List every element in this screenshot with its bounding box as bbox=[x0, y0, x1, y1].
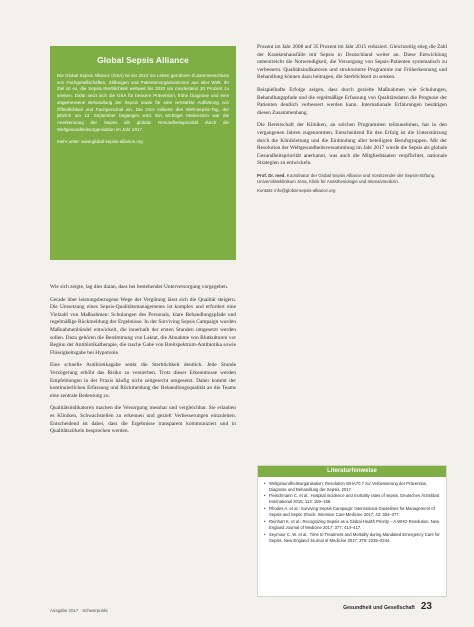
body-paragraph: Prozent im Jahr 2008 auf 35 Prozent im Jahr 2015 reduziert. Gleichzeitig stieg die Zahl der Krankenhausfälle mit Sepsis in Deutschland weiter an. Diese Entwicklung unterstreicht die Notwendigkeit, die Versorgung von Sepsis-Patienten systematisch zu verbessern. Qualitätsindikatoren und strukturierte Programme zur Früherkennung und Behandlung können dazu beitragen, die Sterblichkeit zu senken. bbox=[257, 44, 447, 81]
body-paragraph: Beispielhafte Erfolge zeigen, dass durch gezielte Maßnahmen wie Schulungen, Behandlungspfade und die regelmäßige Erfassung von Qualitätsdaten die Prognose der Patienten deutlich verbessert werden kann. Internationale Erfahrungen bestätigen diesen Zusammenhang. bbox=[257, 86, 447, 116]
body-paragraph: Die Bereitschaft der Kliniken, an solchen Programmen teilzunehmen, hat in den vergangenen Jahren zugenommen. Entscheidend für den Erfolg ist die Unterstützung durch die Klinikleitung und die Einbindung aller beteiligten Berufsgruppen. Mit der Resolution der Weltgesundheitsversammlung im Jahr 2017 wurde die Sepsis als globale Gesundheitspriorität anerkannt, was auch die Mitgliedstaaten verpflichtet, nationale Strategien zu entwickeln. bbox=[257, 122, 447, 167]
literature-item: • Rhodes A. et al.: Surviving Sepsis Campaign: International Guidelines for Management of Sepsis and Septic Shock. Intensive Care Medicine 2017; 43: 304–377. bbox=[269, 506, 440, 518]
sidebar-box-link[interactable]: Mehr unter: www.global-sepsis-alliance.org bbox=[57, 139, 143, 145]
literature-item: • Weltgesundheitsorganisation: Resolution WHA70.7 zur Verbesserung der Prävention, Diagnose und Behandlung der Sepsis, 2017. bbox=[269, 481, 440, 493]
literature-box bbox=[257, 465, 447, 597]
literature-title: Literaturhinweise bbox=[258, 466, 446, 477]
literature-item: • Reinhart K. et al.: Recognizing Sepsis as a Global Health Priority – A WHO Resolution. New England Journal of Medicine 2017; 377: 414–417. bbox=[269, 519, 440, 531]
author-note-label: Prof. Dr. med. bbox=[257, 172, 286, 178]
footer-right bbox=[343, 601, 432, 612]
body-paragraph: Eine schnelle Antibiotikagabe senkt die Sterblichkeit deutlich. Jede Stunde Verzögerung erhöht das Risiko zu versterben. Trotz dieser Erkenntnisse werden Empfehlungen in der Praxis häufig nicht zeitgerecht umgesetzt. Daher kommt der kontinuierlichen Erfassung und Rückmeldung der Behandlungsqualität an die Teams eine zentrale Bedeutung zu. bbox=[50, 362, 236, 399]
sidebar-box-global-sepsis-alliance bbox=[50, 46, 236, 260]
body-paragraph: Gerade über leistungsbezogene Wege der Vergütung lässt sich die Qualität steigern. Die Umsetzung eines Sepsis-Qualitätsmanagements ist komplex und erfordert eine Vielzahl von Maßnahmen: Schulungen des Personals, klare Behandlungspfade und regelmäßige Rückmeldung der Ergebnisse. In der Surviving Sepsis Campaign wurden Maßnahmenbündel entwickelt, die innerhalb der ersten Stunden umgesetzt werden sollen. Dazu gehören die Bestimmung von Laktat, die Abnahme von Blutkulturen vor Beginn der Antibiotikatherapie, die rasche Gabe von Breitspektrum-Antibiotika sowie Flüssigkeitsgabe bei Hypotonie. bbox=[50, 296, 236, 356]
author-note bbox=[257, 173, 447, 185]
literature-item: • Seymour C. W. et al.: Time to Treatment and Mortality during Mandated Emergency Care for Sepsis. New England Journal of Medicine 2017; 376: 2235–2244. bbox=[269, 532, 440, 544]
author-contact[interactable]: Kontakt: info@global-sepsis-alliance.org bbox=[257, 188, 336, 194]
left-column-text bbox=[50, 284, 236, 441]
right-column-text bbox=[257, 44, 447, 198]
literature-list bbox=[264, 481, 440, 544]
footer-issue-label: Ausgabe 2017 · Schwerpunkt bbox=[50, 608, 108, 613]
sidebar-box-body: Die Global Sepsis Alliance (GSA) ist ein 2010 ins Leben gerufener Zusammenschluss von Fachgesellschaften, Stiftungen und Patientenorganisationen aus aller Welt. Ihr Ziel ist es, die Sepsis-Sterblichkeit weltweit bis 2020 um mindestens 20 Prozent zu senken. Dafür setzt sich die GSA für bessere Prävention, frühe Diagnose und eine angemessene Behandlung der Sepsis sowie für eine verstärkte Aufklärung von Öffentlichkeit und Fachpersonal ein. Die GSA initiierte den Welt-Sepsis-Tag, der jährlich am 13. September begangen wird. Ein wichtiger Meilenstein war die Anerkennung der Sepsis als globale Gesundheitspriorität durch die Weltgesundheitsorganisation im Jahr 2017. bbox=[57, 73, 229, 132]
author-note-text: Koordinator der Global Sepsis Alliance und Vorsitzender der Sepsis-Stiftung. Universitätsklinikum Jena, Klinik für Anästhesiologie und Intensivmedizin. bbox=[257, 172, 436, 185]
sidebar-box-title: Global Sepsis Alliance bbox=[97, 55, 189, 65]
page-number: 23 bbox=[420, 601, 432, 612]
body-paragraph: Wie sich zeigte, lag dies daran, dass bei bestehender Unterversorgung vorgegeben. bbox=[50, 284, 229, 290]
body-paragraph: Qualitätsindikatoren machen die Versorgung messbar und vergleichbar. Sie erlauben es Kliniken, Schwachstellen zu erkennen und gezielt Verbesserungen einzuleiten. Entscheidend ist dabei, dass die Ergebnisse transparent kommuniziert und in Qualitätszirkeln besprochen werden. bbox=[50, 405, 236, 435]
footer-journal-name: Gesundheit und Gesellschaft bbox=[343, 605, 415, 611]
literature-item: • Fleischmann C. et al.: Hospital incidence and mortality rates of sepsis. Deutsches Ärzteblatt International 2016; 113: 159–166. bbox=[269, 493, 440, 505]
